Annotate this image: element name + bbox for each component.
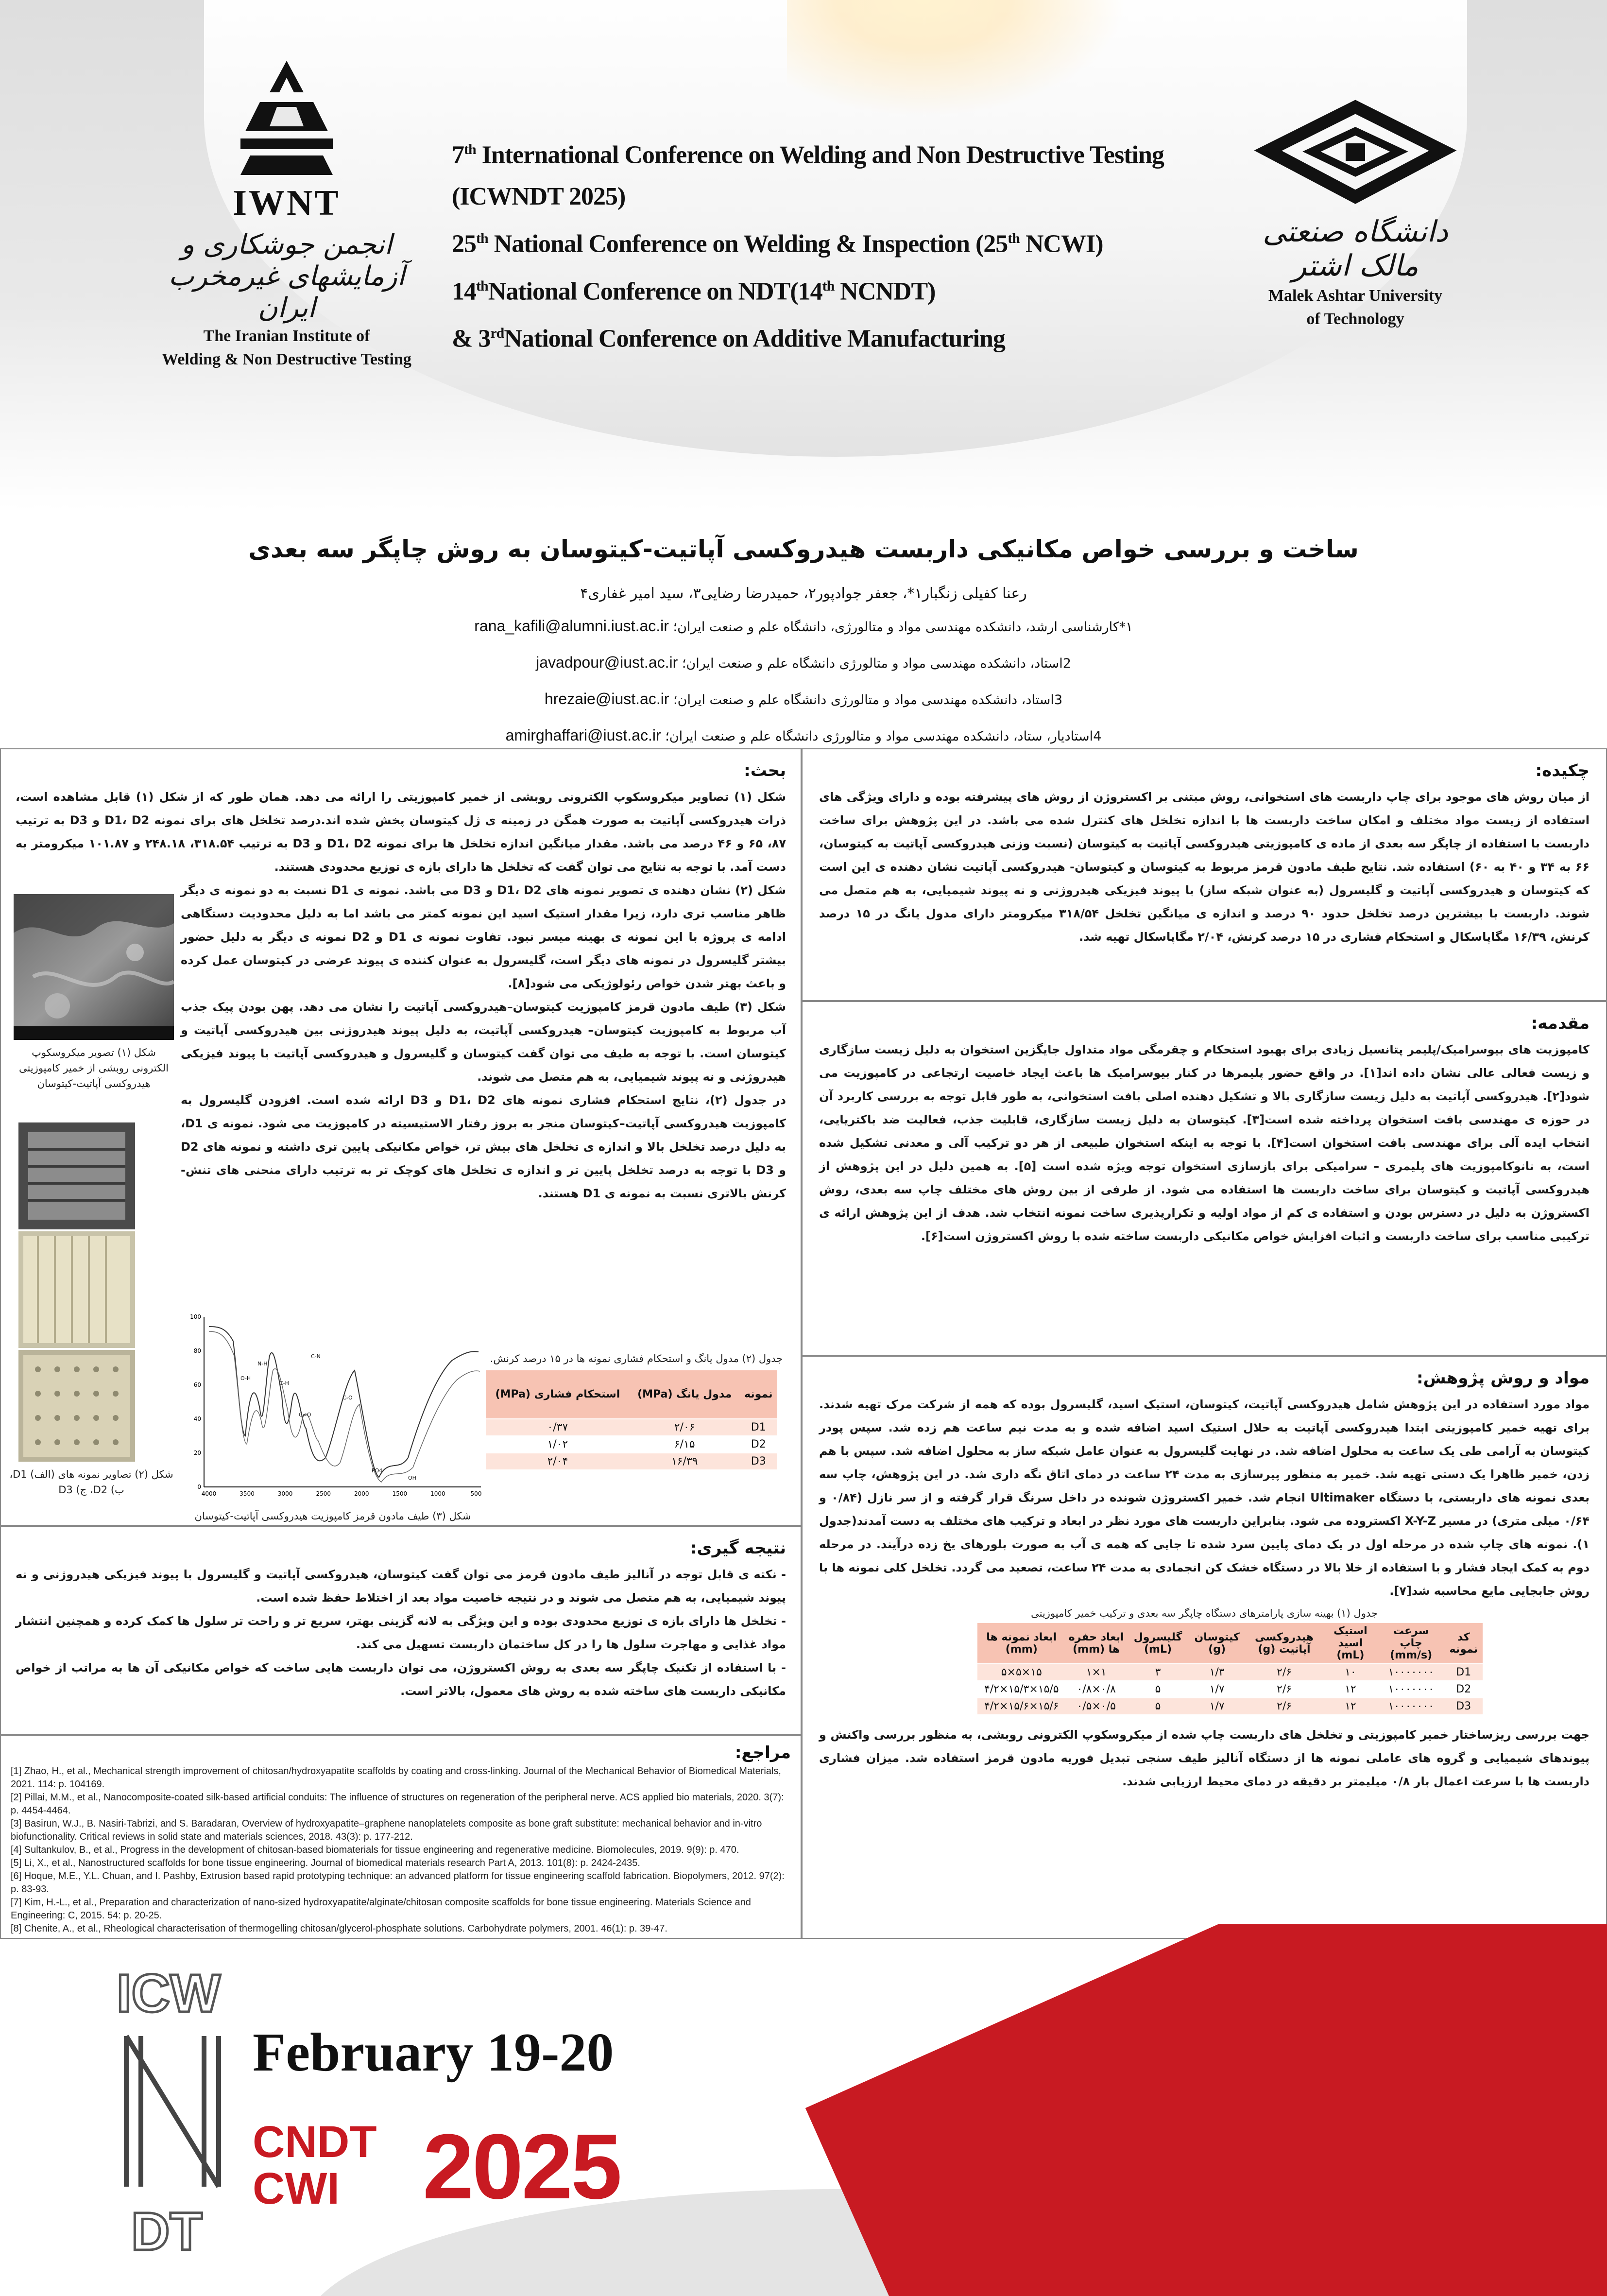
x-tick-label: 2500 [316, 1490, 331, 1497]
table1-cell: ۰/۵×۰/۵ [1066, 1698, 1127, 1714]
iwnt-logo [141, 58, 432, 368]
intro-text: کامپوزیت های بیوسرامیک/پلیمر پتانسیل زیادی برای بهبود استحکام و چقرمگی مواد متداول جایگزین استخوان به دلیل زیست سازگاری و زیست فعالی عالی نشان داده اند[۱]. در واقع حضور پلیمرها در کنار بیوسرامیک ها باعث ایجاد خاصیت ارتجاعی در کامپوزیت می شود[۲]. هیدروکسی آپاتیت به دلیل زیست سازگاری بالا و تشکیل دهنده اصلی بافت استخوانی، به طور قابل توجه به بررسی کاربرد آن در حوزه ی مهندسی بافت استخوان پرداخته شده است[۳]. کیتوسان به دلیل زیست سازگاری، قابلیت جذب، فعالیت ضد باکتریایی، انتخاب ایده آلی برای مهندسی بافت استخوان است[۴]. با توجه به اینکه استخوان طبیعی از هر دو ترکیب آلی و معدنی تشکیل شده است، به نانوکامپوزیت های پلیمری – سرامیکی برای بازسازی استخوان توجه ویژه شده است [۵]. به همین دلیل در این پژوهش از هیدروکسی آپاتیت و کیتوسان برای ساخت داربست ها استفاده می شود. از طرفی از بین روش های مختلف چاپ سه بعدی، روش اکستروژن به دلیل در دسترس بودن و استفاده ی کم از مواد اولیه و تکرارپذیری ساخت نمونه انتخاب شد. هدف از این پژوهش ارائه ی ترکیبی مناسب برای ساخت داربست و اثبات افزایش خواص مکانیکی داربست ساخته شده با روش اکستروژن است[۶]. [819, 1043, 1590, 1243]
table1-cell: D3 [1445, 1698, 1483, 1714]
table2-header: استحکام فشاری (MPa) [486, 1370, 630, 1419]
conference-list [452, 129, 1258, 360]
table2-cell: ۰/۳۷ [486, 1419, 630, 1436]
discussion-p2: شکل (۲) نشان دهنده ی تصویر نمونه های D1، D2 و D3 می باشد. نمونه ی D1 نسبت به دو نمونه ی دیگر ظاهر مناسب تری دارد، زیرا مقدار استیک اسید این نمونه کمتر می باشد اما به دلیل محدودیت دستگاهی ادامه ی پروژه با این نمونه ی بهینه میسر نبود. تفاوت نمونه ی D1 و D2 نمونه ی دیگر به دلیل حضور بیشتر گلیسرول در نمونه های دیگر است، گلیسرول به عنوان کننده ی پیوند عرضی در کیتوسان عمل کرده و باعث بهتر شدن خواص رئولوژیکی می شود[۸]. [181, 883, 786, 990]
y-tick-label: 100 [190, 1313, 201, 1320]
table2-row [486, 1453, 777, 1469]
x-tick-label: 500 [470, 1490, 482, 1497]
sem-micrograph-image [14, 894, 174, 1040]
reference-item: [8] Chenite, A., et al., Rheological characterisation of thermogelling chitosan/glycerol-phosphate solutions. Carbohydrate polymers, 2001. 46(1): p. 39-47. [11, 1923, 667, 1934]
reference-item: [7] Kim, H.-L., et al., Preparation and characterization of nano-sized hydroxyapatite/alginate/chitosan composite scaffolds for bone tissue engineering. Materials Science and Engineering: C, 2015. 54: p. 20-25. [11, 1897, 751, 1921]
cndt-text: CNDT [253, 2117, 377, 2167]
table2-cell: D1 [740, 1419, 777, 1436]
table2 [486, 1370, 777, 1469]
table1-cell: ۳ [1127, 1664, 1189, 1681]
conclusion-item: - نکته ی قابل توجه در آنالیز طیف مادون قرمز می توان گفت کیتوسان، هیدروکسی آپاتیت و گلیسرول با پیوند فیزیکی هیدروژنی و نه پیوند شیمیایی، به هم متصل می شوند و در نتیجه خاصیت مواد بعد از اختلاط حفظ شده است. [16, 1568, 786, 1605]
table1 [977, 1623, 1483, 1714]
intro-section [802, 1001, 1607, 1356]
reference-item: [4] Sultankulov, B., et al., Progress in the development of chitosan-based biomaterials for tissue engineering and regenerative medicine. Biomolecules, 2019. 9(9): p. 470. [11, 1845, 739, 1855]
figure-2 [9, 1122, 174, 1516]
x-tick-label: 2000 [354, 1490, 369, 1497]
table1-cell: ۱/۷ [1189, 1681, 1245, 1698]
methods-section [802, 1356, 1607, 1939]
table1-cell: D1 [1445, 1664, 1483, 1681]
x-tick-label: 4000 [201, 1490, 217, 1497]
table2-header: مدول یانگ (MPa) [630, 1370, 740, 1419]
reference-item: [3] Basirun, W.J., B. Nasiri-Tabrizi, and S. Baradaran, Overview of hydroxyapatite–graphene nanoplatelets composite as bone graft substitute: mechanical behavior and in-vitro biofunctionality. Critical reviews in solid state and materials sciences, 2018. 43(3): p. 177-212. [11, 1818, 762, 1842]
figure-1-caption: شکل (۱) تصویر میکروسکوپ الکترونی روبشی از خمیر کامپوزیتی هیدروکسی آپاتیت-کیتوسان [19, 1047, 169, 1089]
peak-label: C-N [311, 1353, 321, 1360]
table1-cell: ۵ [1127, 1698, 1189, 1714]
table1-header: کد نمونه [1445, 1623, 1483, 1664]
discussion-p3: شکل (۳) طیف مادون قرمز کامپوزیت کیتوسان–هیدروکسی آپاتیت را نشان می دهد. پهن بودن پیک جذب آب مربوط به کامپوزیت کیتوسان– هیدروکسی آپاتیت، به دلیل پیوند هیدروژنی بین هیدروکسی آپاتیت و کیتوسان است. با توجه به طیف می توان گفت کیتوسان و گلیسرول و هیدروکسی آپاتیت با پیوند فیزیکی هیدروژنی و نه پیوند شیمیایی، به هم متصل می شوند. [181, 1000, 786, 1084]
abstract-heading: چکیده: [1535, 761, 1590, 780]
affiliation-1: ۱*کارشناسی ارشد، دانشکده مهندسی مواد و متالورژی، دانشگاه علم و صنعت ایران؛ rana_kafili@alumni.iust.ac.ir [474, 617, 1133, 635]
event-year: 2025 [423, 2115, 620, 2218]
peak-label: C-H [279, 1380, 289, 1386]
x-tick-label: 3000 [277, 1490, 293, 1497]
reference-item: [5] Li, X., et al., Nanostructured scaffolds for bone tissue engineering. Journal of biomedical materials research Part A, 2013. 101(8): p. 2424-2435. [11, 1858, 640, 1868]
table1-header: گلیسرول (mL) [1127, 1623, 1189, 1664]
email-3[interactable]: hrezaie@iust.ac.ir [544, 690, 669, 708]
conclusion-item: - تخلخل ها دارای بازه ی توزیع محدودی بوده و این ویژگی به لانه گزینی بهتر، سریع تر و راحت تر سلول ها کمک کرده و همچنین انتشار مواد غذایی و مهاجرت سلول ها را در کل ساختمان داربست تسهیل می کند. [16, 1614, 786, 1651]
methods-heading: مواد و روش پژوهش: [1416, 1368, 1590, 1388]
discussion-p1: شکل (۱) تصاویر میکروسکوپ الکترونی روبشی از خمیر کامپوزیتی را ارائه می دهد. همان طور که از شکل (۱) قابل مشاهده است، ذرات هیدروکسی آپاتیت به صورت همگن در زمینه ی ژل کیتوسان پخش شده اند.درصد تخلخل های برای نمونه D1، D2 و D3 به ترتیب ۸۷، ۶۵ و ۴۶ درصد می باشد. مقدار میانگین اندازه تخلخل ها برای نمونه D1، D2 و D3 به ترتیب ۳۱۸.۵۴، ۲۴۸.۱۸ و ۱۰۱.۸۷ میکرومتر به دست آمد. با توجه به نتایج می توان گفت که تخلخل ها دارای بازه ی توزیع محدودی هستند. [16, 790, 786, 874]
intro-heading: مقدمه: [1531, 1014, 1590, 1033]
header-spark [787, 0, 1127, 117]
email-4[interactable]: amirghaffari@iust.ac.ir [505, 726, 661, 744]
ftir-spectrum-chart [180, 1312, 486, 1506]
abstract-text: از میان روش های موجود برای چاپ داربست های استخوانی، روش مبتنی بر اکستروژن از روش های پیشرفته بوده و دارای ویژگی های استفاده از زیست مواد مختلف و امکان ساخت داربست ها با اندازه تخلخل های کنترل شده می باشد. در این پژوهش برای ساخت داربست با استفاده از چاپگر سه بعدی از ماده ی کامپوزیتی هیدروکسی آپاتیت به کیتوسان (نسبت وزنی هیدروکسی آپاتیت به کیتوسان، ۶۶ به ۳۴ و ۴۰ به ۶۰) استفاده شد. نتایج طیف مادون قرمز مربوط به کیتوسان و کیتوسان- هیدروکسی آپاتیت نشان دهنده ی این است که کیتوسان و هیدروکسی آپاتیت و گلیسرول (به عنوان شبکه ساز) با پیوند فیزیکی هیدروژنی و نه پیوند شیمیایی، به هم متصل می شوند. داربست با بیشترین درصد تخلخل حدود ۹۰ درصد و اندازه ی میانگین تخلخل ۳۱۸/۵۴ میکرومتر دارای مدول یانگ در ۱۵ درصد کرنش، ۱۶/۳۹ مگاپاسکال و استحکام فشاری در ۱۵ درصد کرنش، ۲/۰۴ مگاپاسکال تهیه شد. [819, 790, 1590, 944]
table1-cell: D2 [1445, 1681, 1483, 1698]
references-heading: مراجع: [735, 1743, 791, 1762]
table2-cell: ۲/۰۶ [630, 1419, 740, 1436]
table1-header: ابعاد حفره ها (mm) [1066, 1623, 1127, 1664]
table1-row [977, 1681, 1483, 1698]
table2-row [486, 1419, 777, 1436]
peak-label: PO4 [372, 1467, 383, 1474]
table2-cell: ۶/۱۵ [630, 1436, 740, 1453]
x-tick-label: 3500 [239, 1490, 255, 1497]
table1-cell: ۱×۱ [1066, 1664, 1127, 1681]
figure-1 [14, 894, 174, 1122]
iwnt-emblem-icon [231, 58, 342, 180]
table1-row [977, 1664, 1483, 1681]
figure-2-caption: شکل (۲) تصاویر نمونه های (الف) D1، ب) D2، ج) D3 [9, 1468, 173, 1496]
table1-cell: ۱۰ [1323, 1664, 1378, 1681]
peak-label: OH [408, 1475, 416, 1481]
cwi-text: CWI [253, 2164, 340, 2213]
references-section [0, 1735, 802, 1939]
discussion-heading: بحث: [744, 761, 786, 780]
methods-text-2: جهت بررسی ریزساختار خمیر کامپوزیتی و تخلخل های داربست چاپ شده از میکروسکوپ الکترونی روبشی، به منظور بررسی واکنش و پیوندهای شیمیایی و گروه های عاملی نمونه ها از دستگاه آنالیز طیف سنجی تبدیل فوریه مادون قرمز استفاده شد. میزان فشاری داربست ها با سرعت اعمال بار ۰/۸ میلیمتر بر دقیقه در دمای محیط ارزیابی شدند. [819, 1728, 1590, 1788]
footer-red-band [805, 1924, 1607, 2296]
table2-cell: ۱/۰۲ [486, 1436, 630, 1453]
university-en-name-1: Malek Ashtar University [1268, 287, 1443, 305]
reference-item: [2] Pillai, M.M., et al., Nanocomposite-coated silk-based artificial conduits: The influence of structures on regeneration of the peripheral nerve. ACS applied bio materials, 2020. 3(7): p. 4454-4464. [11, 1792, 784, 1816]
figure-3-caption: شکل (۳) طیف مادون قرمز کامپوزیت هیدروکسی آپاتیت-کیتوسان [194, 1510, 471, 1522]
table2-block [481, 1351, 792, 1511]
table1-cell: ۰/۸×۰/۸ [1066, 1681, 1127, 1698]
table1-cell: ۱۰۰۰۰۰۰۰ [1378, 1681, 1445, 1698]
reference-item: [6] Hoque, M.E., Y.L. Chuan, and I. Pashby, Extrusion based rapid prototyping technique: an advanced platform for tissue engineering scaffold fabrication. Biopolymers, 2012. 97(2): p. 83-93. [11, 1871, 785, 1895]
peak-label: O-H [240, 1375, 251, 1381]
figure-3 [180, 1312, 486, 1526]
table1-cell: ۲/۶ [1245, 1664, 1323, 1681]
email-2[interactable]: javadpour@iust.ac.ir [536, 654, 678, 671]
table2-caption: جدول (۲) مدول یانگ و استحکام فشاری نمونه ها در ۱۵ درصد کرنش. [490, 1353, 783, 1364]
table1-caption: جدول (۱) بهینه سازی پارامترهای دستگاه چاپگر سه بعدی و ترکیب خمیر کامپوزیتی [1031, 1607, 1378, 1619]
table1-cell: ۱۵×۵×۵ [977, 1664, 1066, 1681]
table1-cell: ۱۵/۵×۱۵/۳×۴/۲ [977, 1681, 1066, 1698]
table1-cell: ۱۲ [1323, 1681, 1378, 1698]
y-tick-label: 0 [197, 1484, 201, 1490]
y-tick-label: 20 [193, 1450, 201, 1456]
peak-label: N-H [257, 1361, 268, 1367]
sample-photo-c [18, 1350, 135, 1462]
cndt-cwi-mark [253, 2119, 377, 2212]
email-1[interactable]: rana_kafili@alumni.iust.ac.ir [474, 617, 669, 635]
logo-top-letters: ICW [117, 1964, 221, 2023]
iwnt-abbr: IWNT [233, 183, 341, 223]
y-tick-label: 60 [193, 1381, 201, 1388]
table1-cell: ۱۰۰۰۰۰۰۰ [1378, 1664, 1445, 1681]
table1-cell: ۱/۷ [1189, 1698, 1245, 1714]
malek-ashtar-logo [1239, 97, 1472, 350]
conference-line-1: 7th International Conference on Welding and Non Destructive Testing (ICWNDT 2025) [452, 141, 1164, 211]
table2-row [486, 1436, 777, 1453]
table1-header: استیک اسید (mL) [1323, 1623, 1378, 1664]
affiliation-3: 3استاد، دانشکده مهندسی مواد و متالورژی دانشگاه علم و صنعت ایران؛ hrezaie@iust.ac.ir [544, 690, 1063, 708]
table1-cell: ۲/۶ [1245, 1698, 1323, 1714]
affiliation-2: 2استاد، دانشکده مهندسی مواد و متالورژی دانشگاه علم و صنعت ایران؛ javadpour@iust.ac.ir [536, 654, 1071, 671]
affiliation-4: 4استادیار، ستاد، دانشکده مهندسی مواد و متالورژی دانشگاه علم و صنعت ایران؛ amirghaffari@iust.ac.ir [505, 726, 1102, 744]
conclusion-section [0, 1526, 802, 1735]
sample-photo-b [18, 1231, 135, 1348]
reference-item: [1] Zhao, H., et al., Mechanical strength improvement of chitosan/hydroxyapatite scaffolds by coating and cross-linking. Journal of the Mechanical Behavior of Biomedical Materials, 2021. 114: p. 104169. [11, 1766, 781, 1790]
table2-cell: D2 [740, 1436, 777, 1453]
methods-text: مواد مورد استفاده در این پژوهش شامل هیدروکسی آپاتیت، کیتوسان، استیک اسید، گلیسرول بوده که همه از شرکت مرک تهیه شدند. برای تهیه خمیر کامپوزیتی ابتدا هیدروکسی آپاتیت به حلال استیک اسید اضافه شده و به مدت نیم ساعت هم زده شد. سپس پودر کیتوسان به آرامی طی یک ساعت به محلول اضافه شد. در نهایت گلیسرول به عنوان عامل شبکه ساز به محلول اضافه شد. سپس با هم زدن، خمیر ظاهرا یک دستی تهیه شد. خمیر به منظور پیرسازی به مدت ۲۴ ساعت در دمای اتاق نگه داری شد. در این پژوهش، چاپ سه بعدی نمونه های داربستی، با دستگاه Ultimaker انجام شد. خمیر اکستروژن شونده در داخل سرنگ قرار گرفته و از سر نازل (۰/۸۴ و ۰/۶۴ میلی متری) در مسیر X-Y-Z اکستروده می شود. بنابراین داربست های مورد نظر در ابعاد و ترکیب های مختلف به دست آمدند(جدول ۱). نمونه های چاپ شده در مرحله اول در یک دمای پایین سرد شده تا جایی که همه ی آب به صورت بلورهای یخ زده درآیند. در مرحله دوم به کمک ایجاد فشار و با استفاده از خلا بالا در دستگاه خشک کن انجمادی به مدت ۲۴ ساعت، تصعید می گردد. تخلخل کلی نمونه ها با روش جابجایی مایع محاسبه شد[۷]. [819, 1398, 1590, 1598]
table1-cell: ۱۰۰۰۰۰۰۰ [1378, 1698, 1445, 1714]
y-tick-label: 40 [193, 1416, 201, 1422]
table1-header: سرعت چاپ (mm/s) [1378, 1623, 1445, 1664]
paper-title: ساخت و بررسی خواص مکانیکی داربست هیدروکسی آپاتیت-کیتوسان به روش چاپگر سه بعدی [248, 535, 1359, 563]
university-en-name-2: of Technology [1306, 310, 1404, 328]
peak-label: C=O [299, 1412, 311, 1418]
table1-row [977, 1698, 1483, 1714]
sample-photo-a [18, 1122, 135, 1229]
conference-line-2: 25th National Conference on Welding & Inspection (25th NCWI) [452, 230, 1103, 258]
table2-header: نمونه [740, 1370, 777, 1419]
iwnt-en-name-2: Welding & Non Destructive Testing [162, 350, 411, 368]
university-fa-name: دانشگاه صنعتی مالک اشتر [1263, 215, 1448, 283]
table1-cell: ۵ [1127, 1681, 1189, 1698]
table1-header: ابعاد نمونه ها (mm) [977, 1623, 1066, 1664]
x-tick-label: 1000 [430, 1490, 445, 1497]
iwnt-en-name-1: The Iranian Institute of [203, 327, 370, 345]
table1-cell: ۱۵/۶×۱۵/۶×۴/۲ [977, 1698, 1066, 1714]
table2-cell: D3 [740, 1453, 777, 1469]
conference-line-4: & 3rdNational Conference on Additive Manufacturing [452, 325, 1005, 353]
y-tick-label: 80 [193, 1347, 201, 1354]
abstract-section [802, 748, 1607, 1001]
icwndt-logo-icon [107, 1958, 243, 2260]
discussion-p4: در جدول (۲)، نتایج استحکام فشاری نمونه های D1، D2 و D3 ارائه شده است. افزودن گلیسرول به کامپوزیت هیدروکسی آپاتیت–کیتوسان منجر به بروز رفتار الاستیسیته در کامپوزیت می شود. نمونه ی D1، به دلیل درصد تخلخل بالا و اندازه ی تخلخل های بیش تر، خواص مکانیکی پایین تری داشته و نمونه های D2 و D3 با توجه به درصد تخلخل پایین تر و اندازه ی تخلخل های کوچک تر به ترتیب دارای منحنی های تنش-کرنش بالاتری نسبت به نمونه ی D1 هستند. [181, 1093, 786, 1200]
conference-line-3: 14thNational Conference on NDT(14th NCNDT) [452, 277, 936, 305]
x-tick-label: 1500 [392, 1490, 408, 1497]
title-block [146, 530, 1461, 754]
conclusion-heading: نتیجه گیری: [690, 1538, 786, 1558]
table2-cell: ۲/۰۴ [486, 1453, 630, 1469]
footer-banner [0, 1924, 1607, 2296]
conclusion-item: - با استفاده از تکنیک چاپگر سه بعدی به روش اکستروژن، می توان داربست هایی ساخت که خواص مکانیکی آن ها به مراتب از خواص مکانیکی داربست های ساخته شده به روش های معمول، بالاتر است. [16, 1661, 786, 1698]
table2-cell: ۱۶/۳۹ [630, 1453, 740, 1469]
table1-header: کیتوسان (g) [1189, 1623, 1245, 1664]
peak-label: C-O [342, 1395, 353, 1401]
table1-cell: ۲/۶ [1245, 1681, 1323, 1698]
logo-bottom-letters: DT [131, 2202, 203, 2260]
table1-cell: ۱۲ [1323, 1698, 1378, 1714]
table1-header: هیدروکسی آپاتیت (g) [1245, 1623, 1323, 1664]
university-emblem-icon [1253, 97, 1457, 209]
iwnt-fa-name: انجمن جوشکاری و آزمایشهای غیرمخرب ایران [168, 229, 405, 324]
author-list: رعنا کفیلی زنگبار۱*، جعفر جوادپور۲، حمیدرضا رضایی۳، سید امیر غفاری۴ [580, 585, 1027, 602]
reference-list [11, 1765, 791, 1935]
header-banner [0, 0, 1607, 510]
table1-cell: ۱/۳ [1189, 1664, 1245, 1681]
event-date: February 19-20 [253, 2022, 614, 2083]
